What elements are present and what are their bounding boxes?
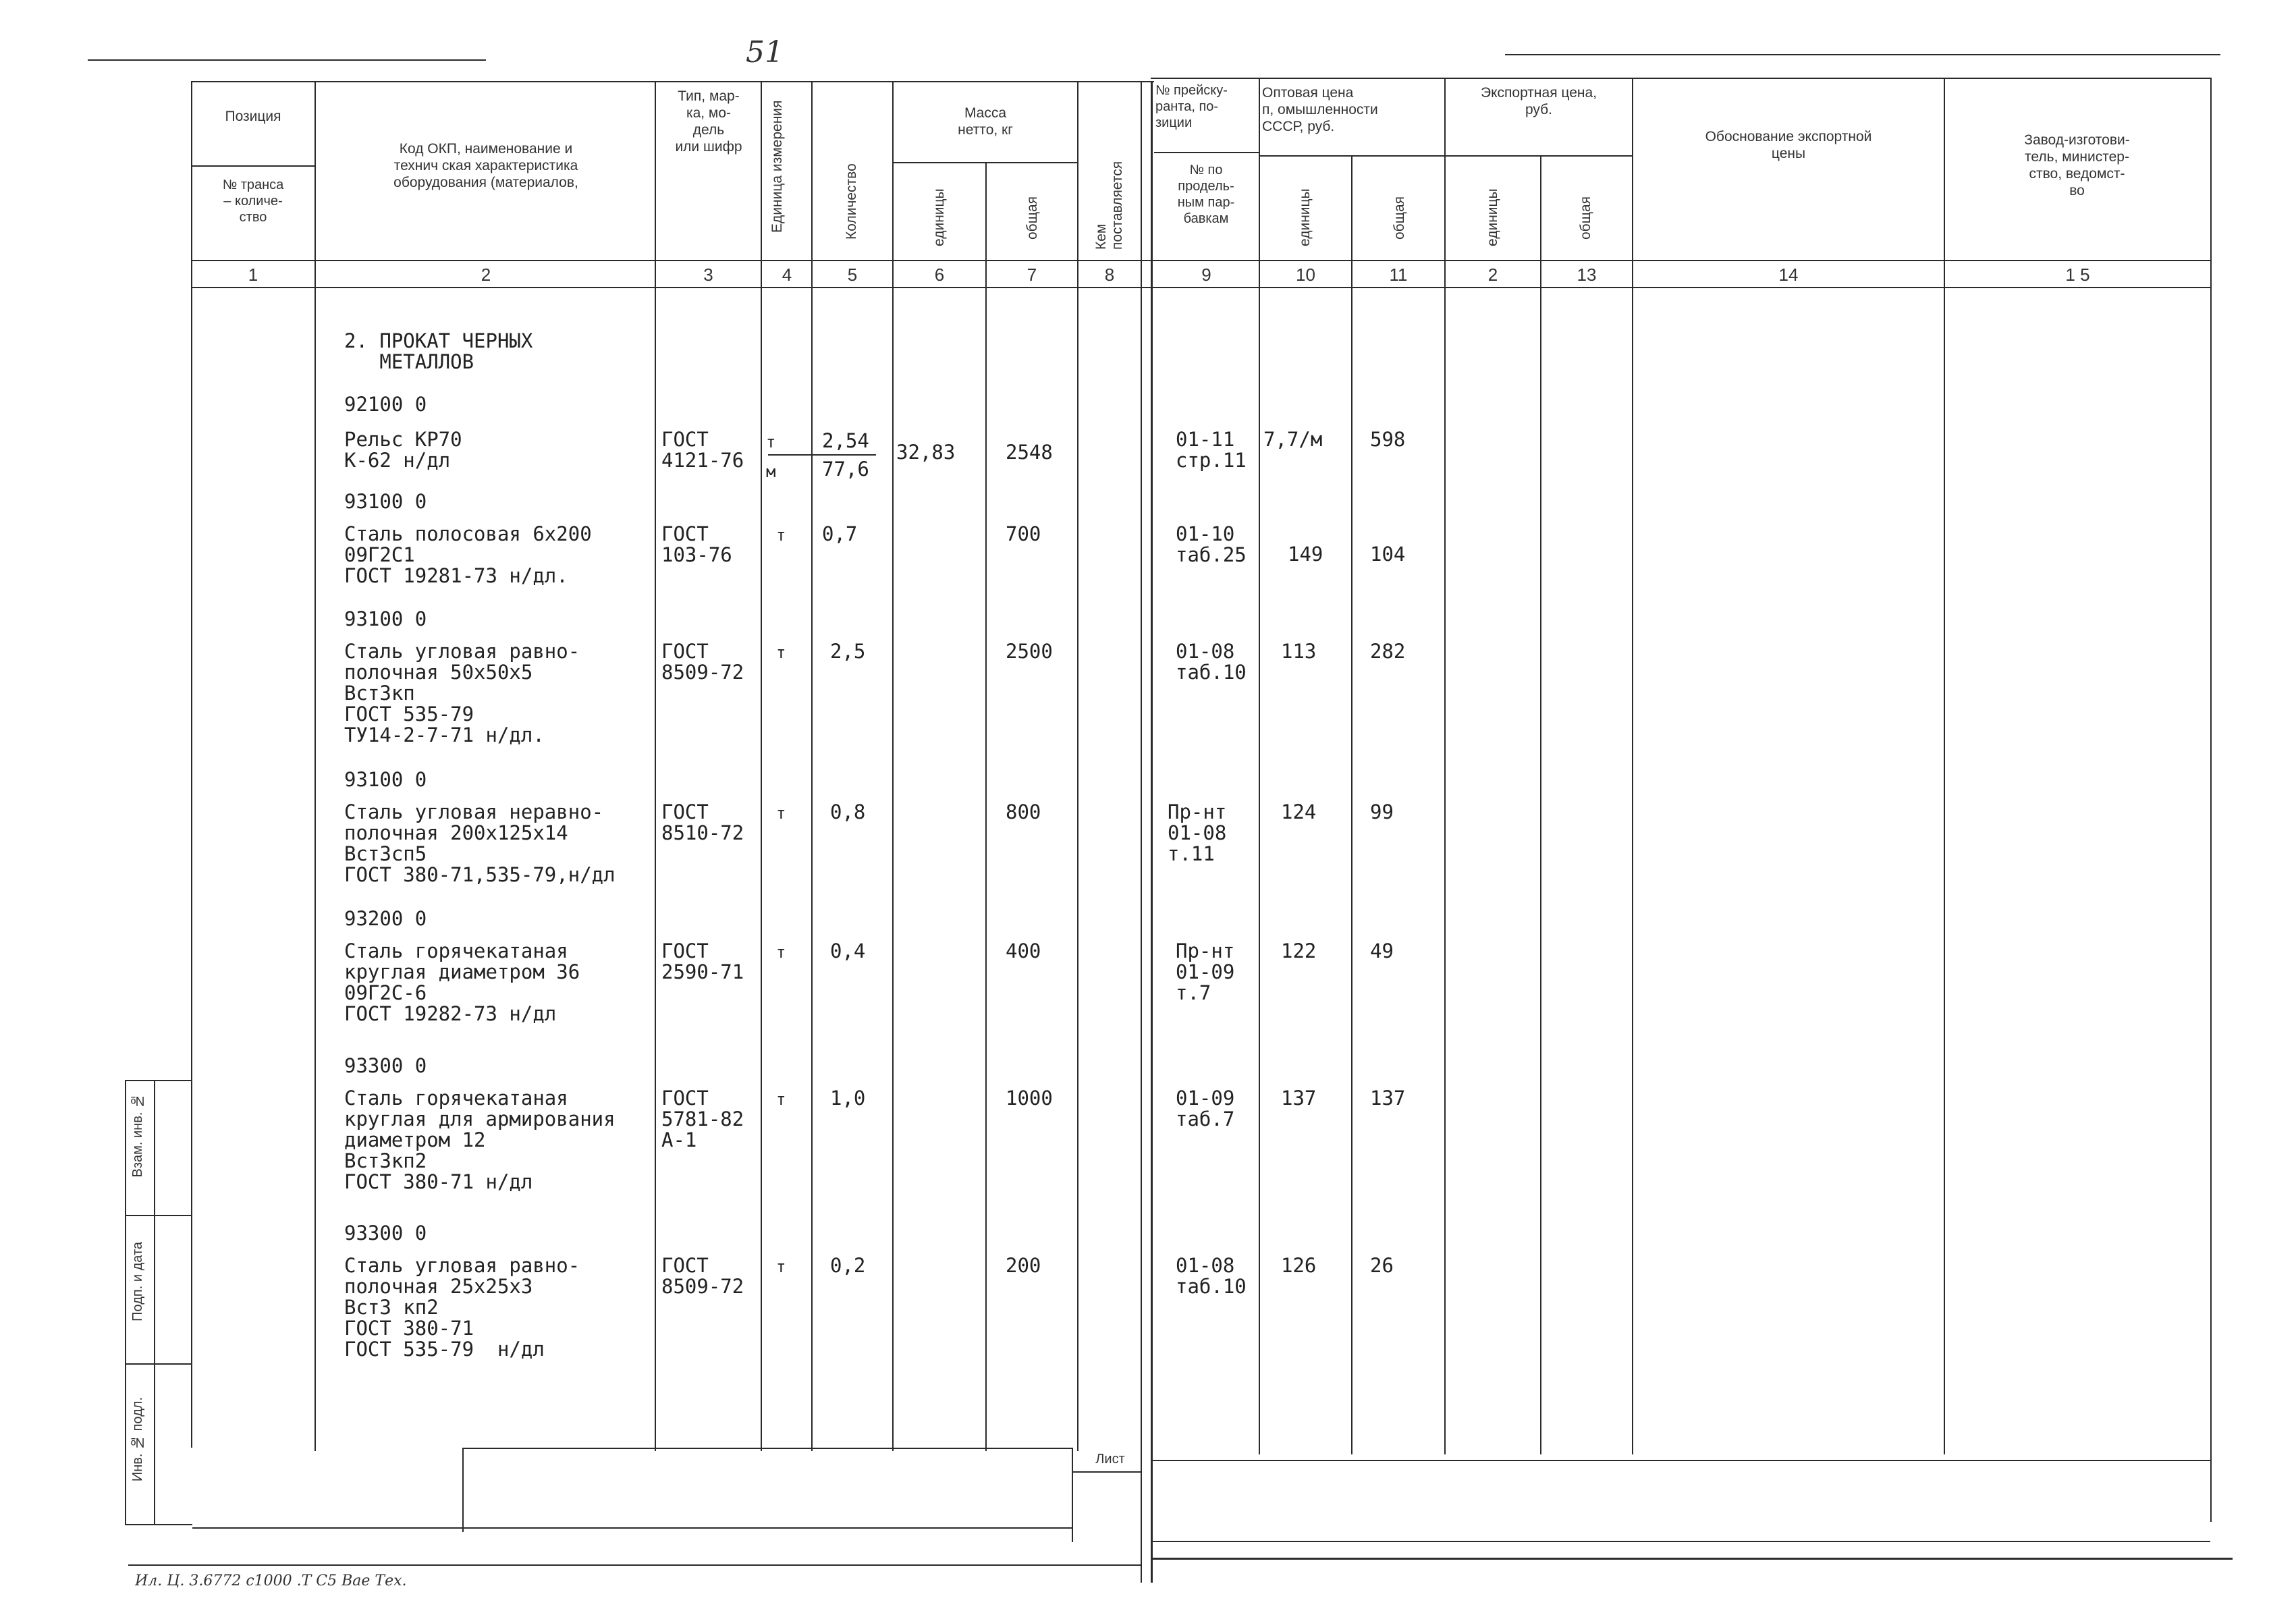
- row4-price-unit: 124: [1281, 800, 1317, 823]
- row2-unit: т: [776, 526, 786, 545]
- row6-qty: 1,0: [830, 1087, 866, 1110]
- header-bottom-line: [191, 260, 2210, 261]
- side-stamp-vzam: Взам. инв. №: [130, 1093, 145, 1178]
- row7-price-unit: 126: [1281, 1254, 1317, 1277]
- row6-type: ГОСТ 5781-82 А-1: [661, 1087, 744, 1151]
- row3-price-unit: 113: [1281, 640, 1317, 663]
- header-maker: Завод-изготови- тель, министер- ство, ведомст- во: [2024, 132, 2130, 198]
- row4-pricelist: Пр-нт 01-08 т.11: [1168, 800, 1227, 865]
- right-bottom-line-2: [1153, 1541, 2210, 1542]
- row3-code: 93100 0: [344, 607, 427, 630]
- list-cell-line: [1073, 1471, 1141, 1473]
- row6-price-unit: 137: [1281, 1087, 1317, 1110]
- row1-mass-total: 2548: [1006, 441, 1053, 464]
- row7-pricelist: 01-08 таб.10: [1176, 1254, 1247, 1298]
- row1-name: Рельс КР70 К-62 н/дл: [344, 428, 462, 472]
- col-line-2: [655, 81, 656, 1451]
- header-type: Тип, мар- ка, мо- дель или шифр: [675, 88, 742, 155]
- footer-stamp: Ил. Ц. 3.6772 с1000 .Т С5 Вае Тех.: [135, 1573, 407, 1589]
- side-stamp-div1: [125, 1215, 192, 1216]
- side-stamp-left: [125, 1080, 126, 1525]
- row3-pricelist: 01-08 таб.10: [1176, 640, 1247, 684]
- mass-sub-line: [892, 162, 1077, 163]
- row1-price-unit: 7,7/м: [1263, 428, 1323, 451]
- pricelist-sub-line: [1154, 152, 1259, 153]
- header-export-unit: единицы: [1485, 188, 1500, 246]
- side-stamp-sign: Подп. и дата: [130, 1242, 145, 1321]
- colnum-5: 5: [847, 265, 858, 285]
- row2-name: Сталь полосовая 6х200 09Г2С1 ГОСТ 19281-73 н/дл.: [344, 522, 592, 587]
- row5-unit: т: [776, 943, 786, 962]
- handwritten-page-number: 51: [746, 35, 784, 70]
- row7-mass-total: 200: [1006, 1254, 1041, 1277]
- row1-unit: т: [766, 433, 776, 452]
- row3-qty: 2,5: [830, 640, 866, 663]
- row2-code: 93100 0: [344, 490, 427, 513]
- header-mass-total: общая: [1024, 196, 1040, 240]
- right-bottom-line: [1153, 1460, 2210, 1461]
- colnum-6: 6: [934, 265, 945, 285]
- colnum-12: 2: [1487, 265, 1498, 285]
- colnum-3: 3: [703, 265, 713, 285]
- row1-qty: 2,54: [822, 429, 869, 452]
- side-stamp-top: [125, 1080, 192, 1081]
- col-line-3: [761, 81, 762, 1451]
- colnum-7: 7: [1027, 265, 1037, 285]
- col-line-4: [811, 81, 813, 1451]
- list-label: Лист: [1095, 1452, 1125, 1467]
- left-table-top-border: [191, 81, 1154, 82]
- row2-mass-total: 700: [1006, 522, 1041, 545]
- row5-name: Сталь горячекатаная круглая диаметром 36 09Г2С-6 ГОСТ 19282-73 н/дл: [344, 939, 580, 1025]
- right-table-right-border: [2210, 78, 2212, 1522]
- stamp-box-top: [462, 1448, 1073, 1449]
- row1-code: 92100 0: [344, 393, 427, 416]
- row6-code: 93300 0: [344, 1054, 427, 1077]
- header-position-sub: № трансa – количе- ство: [222, 178, 284, 225]
- top-rule-right: [1505, 54, 2220, 55]
- header-name: Код ОКП, наименование и технич ская характеристика оборудования (материалов,: [393, 141, 578, 190]
- row4-mass-total: 800: [1006, 800, 1041, 823]
- header-qty: Количество: [844, 163, 859, 240]
- col-line-7: [1077, 81, 1078, 1451]
- colnum-10: 10: [1296, 265, 1315, 285]
- row5-qty: 0,4: [830, 939, 866, 962]
- header-unit: Единица измерения: [769, 100, 785, 233]
- row4-price-total: 99: [1370, 800, 1394, 823]
- row6-name: Сталь горячекатаная круглая для армирования диаметром 12 Вст3кп2 ГОСТ 380-71 н/дл: [344, 1087, 616, 1193]
- stamp-box-left: [462, 1448, 464, 1532]
- row6-mass-total: 1000: [1006, 1087, 1053, 1110]
- table-split-line-2: [1141, 81, 1142, 1583]
- row1-mass-unit: 32,83: [896, 441, 956, 464]
- colnum-1: 1: [248, 265, 258, 285]
- row1-pricelist: 01-11 стр.11: [1176, 428, 1247, 472]
- header-who: Кем поставляется: [1093, 161, 1125, 250]
- colnum-15: 1 5: [2065, 265, 2090, 285]
- colnum-9: 9: [1201, 265, 1211, 285]
- side-stamp-div2: [125, 1363, 192, 1365]
- column-numbers-bottom-line: [191, 287, 2210, 288]
- header-position: Позиция: [225, 109, 281, 124]
- row1-unit2: м: [766, 462, 776, 481]
- header-wholesale-unit: единицы: [1297, 188, 1313, 246]
- row7-unit: т: [776, 1257, 786, 1276]
- header-wholesale-total: общая: [1392, 196, 1407, 240]
- row5-price-total: 49: [1370, 939, 1394, 962]
- colnum-13: 13: [1577, 265, 1597, 285]
- row6-price-total: 137: [1370, 1087, 1406, 1110]
- row2-price-total: 104: [1370, 543, 1406, 566]
- colnum-4: 4: [782, 265, 792, 285]
- row2-pricelist: 01-10 таб.25: [1176, 522, 1247, 566]
- side-stamp-mid: [154, 1080, 155, 1525]
- colnum-11: 11: [1389, 265, 1408, 285]
- side-stamp-inv: Инв. № подл.: [130, 1397, 145, 1482]
- header-wholesale: Оптовая цена п, омышленности СССР, руб.: [1262, 85, 1378, 134]
- col-line-1: [315, 81, 316, 1451]
- row2-type: ГОСТ 103-76: [661, 522, 732, 566]
- col-line-6: [985, 162, 987, 1451]
- row1-type: ГОСТ 4121-76: [661, 428, 744, 472]
- header-mass: Масса нетто, кг: [958, 105, 1013, 138]
- row5-pricelist: Пр-нт 01-09 т.7: [1176, 939, 1235, 1004]
- row5-mass-total: 400: [1006, 939, 1041, 962]
- row6-unit: т: [776, 1090, 786, 1109]
- row3-unit: т: [776, 643, 786, 662]
- header-export: Экспортная цена, руб.: [1481, 85, 1597, 117]
- row6-pricelist: 01-09 таб.7: [1176, 1087, 1235, 1130]
- row7-qty: 0,2: [830, 1254, 866, 1277]
- row1-qty2: 77,6: [822, 458, 869, 481]
- row7-type: ГОСТ 8509-72: [661, 1254, 744, 1298]
- row4-unit: т: [776, 804, 786, 823]
- row3-name: Сталь угловая равно- полочная 50х50х5 Вст3кп ГОСТ 535-79 ТУ14-2-7-71 н/дл.: [344, 640, 580, 746]
- price-sub-line: [1259, 155, 1632, 157]
- row7-price-total: 26: [1370, 1254, 1394, 1277]
- colnum-14: 14: [1778, 265, 1799, 285]
- row2-qty: 0,7: [822, 522, 858, 545]
- row3-price-total: 282: [1370, 640, 1406, 663]
- col-line-10: [1351, 155, 1352, 1454]
- section-title: 2. ПРОКАТ ЧЕРНЫХ МЕТАЛЛОВ: [344, 329, 533, 373]
- page-bottom-line: [128, 1564, 1141, 1566]
- header-basis: Обоснование экспортной цены: [1705, 129, 1872, 161]
- col-line-5: [892, 81, 894, 1451]
- row1-price-total: 598: [1370, 428, 1406, 451]
- colnum-2: 2: [481, 265, 491, 285]
- stamp-box-bottom: [192, 1527, 1073, 1529]
- header-pricelist: № прейску- ранта, по- зиции: [1155, 83, 1228, 130]
- right-bottom-line-3: [1153, 1558, 2233, 1560]
- row1-fraction-line: [768, 454, 876, 456]
- header-export-total: общая: [1578, 196, 1593, 240]
- row3-mass-total: 2500: [1006, 640, 1053, 663]
- row4-qty: 0,8: [830, 800, 866, 823]
- row2-price-unit: 149: [1288, 543, 1323, 566]
- table-split-line: [1151, 81, 1153, 1583]
- col-line-12: [1540, 155, 1541, 1454]
- row5-code: 93200 0: [344, 907, 427, 930]
- row5-price-unit: 122: [1281, 939, 1317, 962]
- row3-type: ГОСТ 8509-72: [661, 640, 744, 684]
- row5-type: ГОСТ 2590-71: [661, 939, 744, 983]
- row4-type: ГОСТ 8510-72: [661, 800, 744, 844]
- row7-name: Сталь угловая равно- полочная 25х25х3 Вст3 кп2 ГОСТ 380-71 ГОСТ 535-79 н/дл: [344, 1254, 580, 1361]
- row4-name: Сталь угловая неравно- полочная 200х125х14 Вст3сп5 ГОСТ 380-71,535-79,н/дл: [344, 800, 616, 886]
- top-rule-left: [88, 59, 486, 61]
- row4-code: 93100 0: [344, 768, 427, 791]
- header-mass-unit: единицы: [931, 188, 947, 246]
- header-pricelist-sub: № по продель- ным пар- бавкам: [1177, 163, 1235, 226]
- position-sub-line: [191, 165, 315, 167]
- colnum-8: 8: [1104, 265, 1115, 285]
- row7-code: 93300 0: [344, 1222, 427, 1245]
- side-stamp-bottom: [125, 1524, 192, 1525]
- right-table-top-border: [1151, 78, 2212, 79]
- left-table-left-border: [191, 81, 192, 1448]
